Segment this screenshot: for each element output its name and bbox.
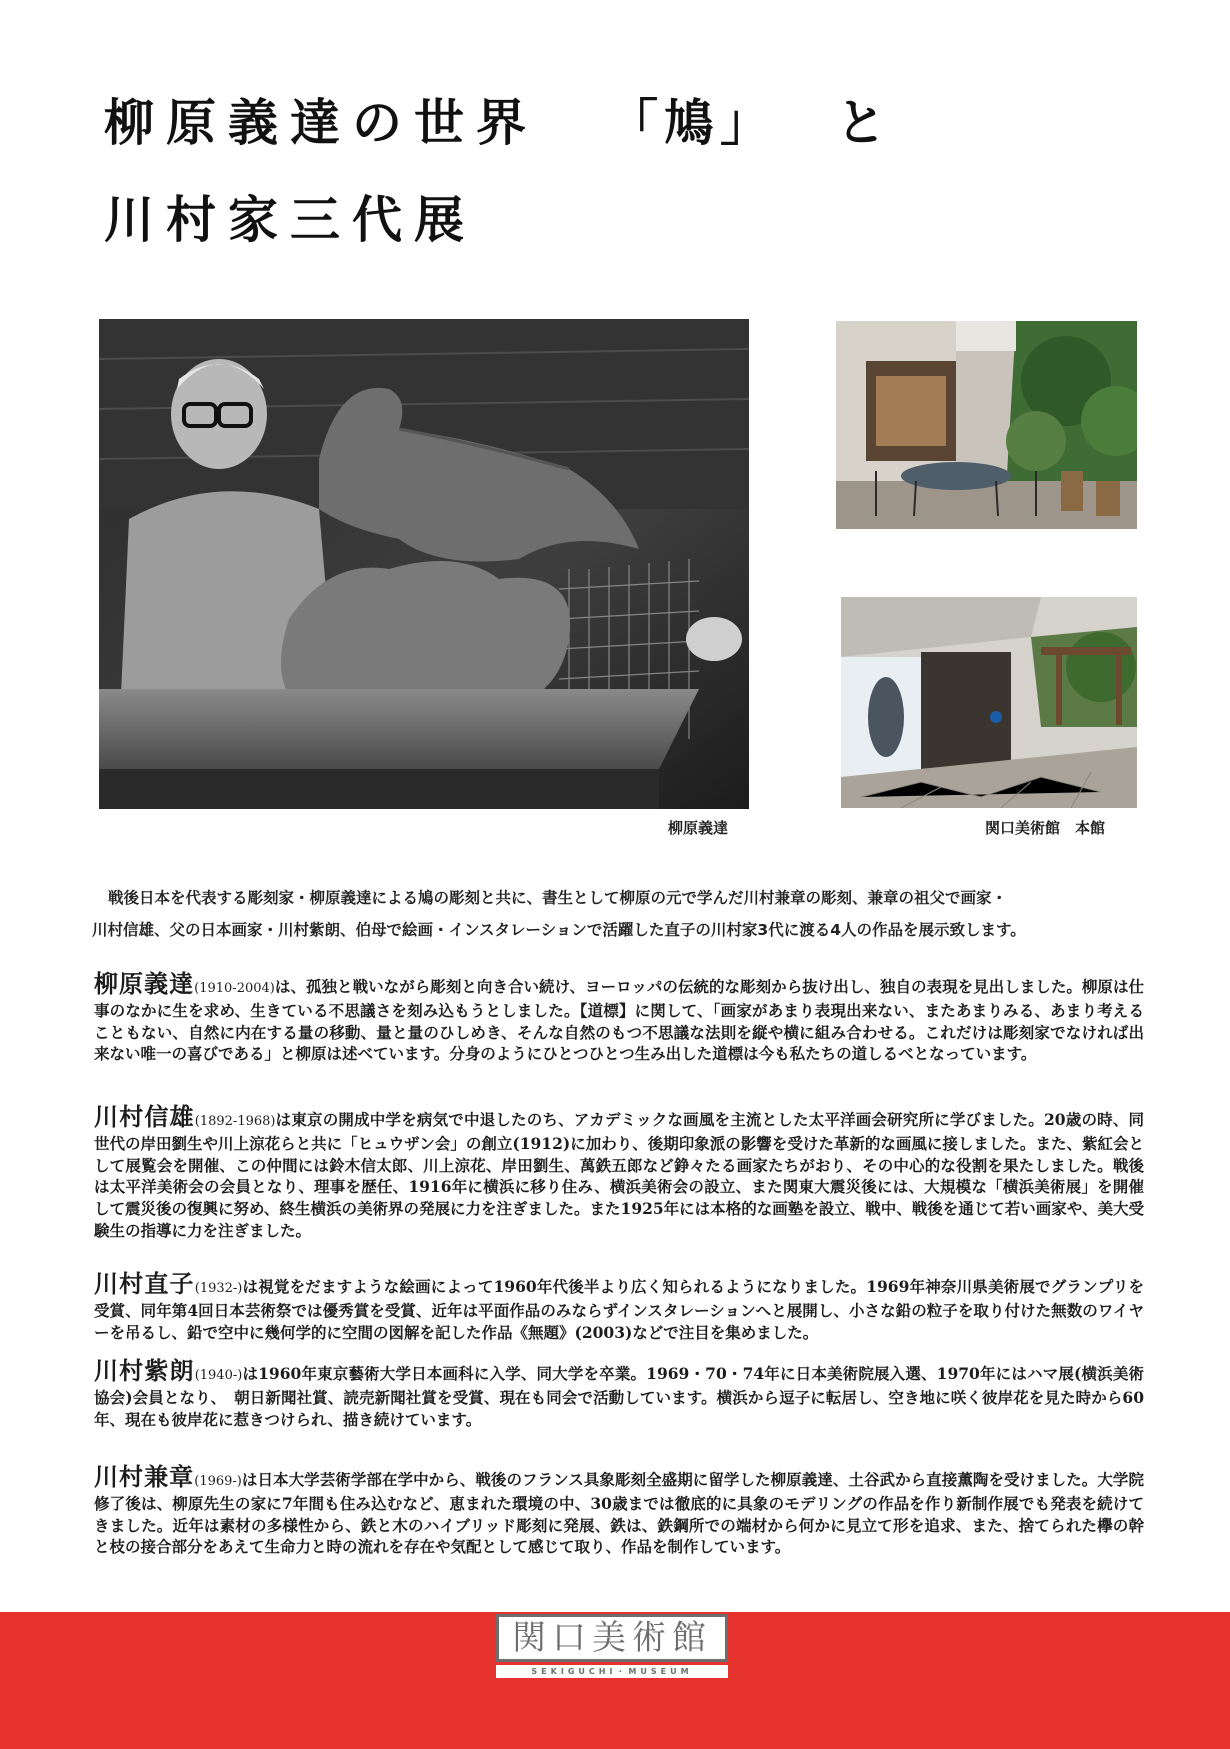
sculptor-photo bbox=[99, 319, 749, 809]
museum-building-photo bbox=[841, 597, 1137, 808]
bio-years: (1969-) bbox=[194, 1474, 242, 1489]
bio-name: 川村直子 bbox=[94, 1269, 195, 1298]
bio-yanagihara bbox=[94, 969, 1145, 1065]
bio-name: 川村紫朗 bbox=[94, 1356, 195, 1385]
building-caption: 関口美術館 本館 bbox=[985, 819, 1106, 837]
courtyard-photo bbox=[836, 321, 1137, 529]
bio-name: 川村信雄 bbox=[94, 1102, 195, 1131]
exhibition-title-line2: 川村家三代展 bbox=[104, 191, 476, 249]
bio-years: (1932-) bbox=[194, 1281, 243, 1296]
intro-line-2: 川村信雄、父の日本画家・川村紫朗、伯母で絵画・インスタレーションで活躍した直子の川村家3代に渡る4人の作品を展示致します。 bbox=[92, 921, 1026, 939]
bio-text: は東京の開成中学を病気で中退したのち、アカデミックな画風を主流とした太平洋画会研究所に学びました。20歳の時、同世代の岸田劉生や川上涼花らと共に「ヒュウザン会」の創立(1912)に加わり、後期印象派の影響を受けた革新的な画風に接しました。また、紫紅会として展覧会を開催、この仲間には鈴木信太郎、川上涼花、岸田劉生、萬鉄五郎など錚々たる画家たちがおり、その中心的な役割を果たしました。戦後は太平洋美術会の会員となり、理事を歴任、1916年に横浜に移り住み、横浜美術会の設立、また関東大震災後には、大規模な「横浜美術展」を開催して震災後の復興に努め、終生横浜の美術界の発展に力を注ぎました。また1925年には本格的な画塾を設立、戦中、戦後を通じて若い画家や、美大受験生の指導に力を注ぎました。 bbox=[94, 1110, 1145, 1240]
bio-kawamura-kensho bbox=[94, 1462, 1144, 1558]
intro-paragraph bbox=[92, 882, 1142, 946]
logo-subtitle: SEKIGUCHI・MUSEUM bbox=[496, 1665, 728, 1678]
bio-name: 柳原義達 bbox=[94, 969, 195, 998]
bio-years: (1910-2004) bbox=[194, 981, 275, 996]
title-and: と bbox=[836, 94, 898, 152]
bio-text: は、孤独と戦いながら彫刻と向き合い続け、ヨーロッパの伝統的な彫刻から抜け出し、独自の表現を見出しました。柳原は仕事のなかに生を求め、生きている不思議さを刻み込もうとしました。【道標】に関して、「画家があまり表現出来ない、またあまりみる、あまり考えることもない、自然に内在する量の移動、量と量のひしめき、そんな自然のもつ不思議な法則を縦や横に組み合わせる。これだけは彫刻家でなければ出来ない唯一の喜びである」と柳原は述べています。分身のようにひとつひとつ生み出した道標は今も私たちの道しるべとなっています。 bbox=[94, 977, 1145, 1064]
bio-text: は1960年東京藝術大学日本画科に入学、同大学を卒業。1969・70・74年に日本美術院展入選、1970年にはハマ展(横浜美術協会)会員となり、 朝日新聞社賞、読売新聞社賞を受賞、現在も同会で活動しています。横浜から逗子に転居し、空き地に咲く彼岸花を見た時から60年、現在も彼岸花に惹きつけられ、描き続けています。 bbox=[94, 1364, 1145, 1429]
sculptor-caption: 柳原義達 bbox=[668, 819, 729, 837]
intro-line-1: 戦後日本を代表する彫刻家・柳原義達による鳩の彫刻と共に、書生として柳原の元で学んだ川村兼章の彫刻、兼章の祖父で画家・ bbox=[108, 889, 1008, 907]
title-sub: 「鳩」 bbox=[608, 94, 776, 152]
bio-kawamura-nobuo bbox=[94, 1102, 1145, 1242]
title-main: 柳原義達の世界 bbox=[104, 94, 538, 152]
logo-text: 関口美術館 bbox=[512, 1618, 712, 1658]
museum-logo bbox=[496, 1614, 728, 1662]
bio-years: (1940-) bbox=[194, 1368, 243, 1383]
bio-text: は視覚をだますような絵画によって1960年代後半より広く知られるようになりました。1969年神奈川県美術展でグランプリを受賞、同年第4回日本芸術祭では優秀賞を受賞、近年は平面作品のみならずインスタレーションへと展開し、小さな鉛の粒子を取り付けた無数のワイヤーを吊るし、鉛で空中に幾何学的に空間の図解を記した作品《無題》(2003)などで注目を集めました。 bbox=[94, 1277, 1145, 1342]
bio-kawamura-shiro bbox=[94, 1356, 1145, 1430]
bio-name: 川村兼章 bbox=[94, 1462, 195, 1491]
bio-text: は日本大学芸術学部在学中から、戦後のフランス具象彫刻全盛期に留学した柳原義達、土谷武から直接薫陶を受けました。大学院修了後は、柳原先生の家に7年間も住み込むなど、恵まれた環境の中、30歳までは徹底的に具象のモデリングの作品を作り新制作展でも発表を続けてきました。近年は素材の多様性から、鉄と木のハイブリッド彫刻に発展、鉄は、鉄鋼所での端材から何かに見立て形を追求、また、捨てられた欅の幹と枝の接合部分をあえて生命力と時の流れを存在や気配として感じて取り、作品を制作しています。 bbox=[94, 1470, 1144, 1557]
bio-years: (1892-1968) bbox=[194, 1114, 276, 1129]
bio-kawamura-naoko bbox=[94, 1269, 1145, 1343]
exhibition-title-line1 bbox=[104, 94, 898, 152]
